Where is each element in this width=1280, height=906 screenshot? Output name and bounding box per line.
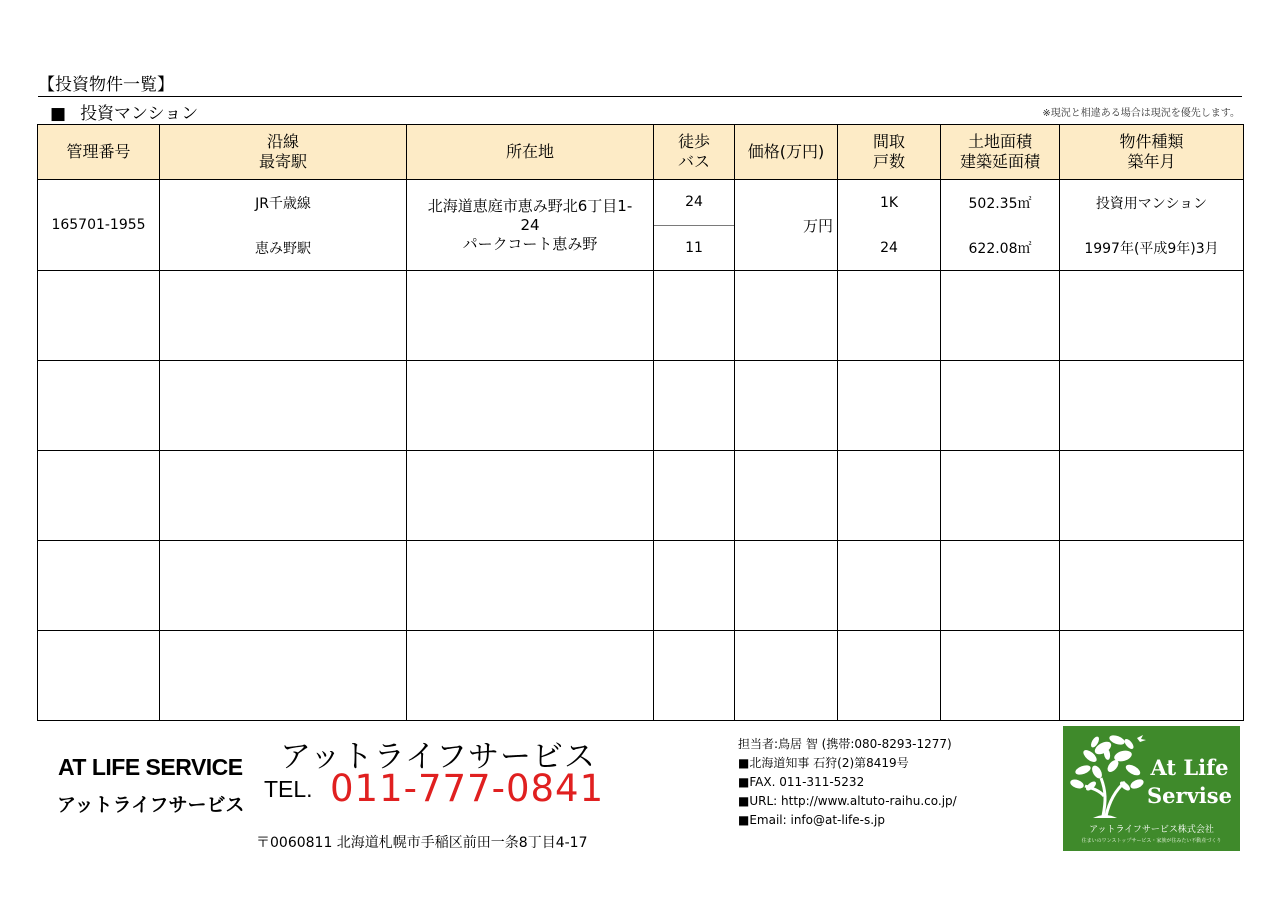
header-location: 所在地 [407, 125, 654, 180]
cell-walk-bus [654, 180, 735, 271]
header-mgmt-number: 管理番号 [38, 125, 160, 180]
property-table [37, 124, 1244, 721]
license-number: ■北海道知事 石狩(2)第8419号 [738, 756, 909, 770]
phone-number[interactable]: 011-777-0841 [330, 767, 605, 810]
cell-mgmt-number: 165701-1955 [38, 180, 160, 271]
built-date: 1997年(平成9年)3月 [1084, 240, 1219, 257]
header-walk-bus: 徒歩 バス [654, 125, 735, 180]
email-link[interactable]: ■Email: info@at-life-s.jp [738, 813, 886, 827]
contact-info [738, 735, 957, 830]
logo-tagline: 住まいのワンストップサービス・家族が住みたい不動産づくり [1081, 838, 1222, 844]
company-logo [1063, 726, 1240, 851]
property-type: 投資用マンション [1095, 195, 1208, 212]
company-address: 〒0060811 北海道札幌市手稲区前田一条8丁目4-17 [256, 835, 588, 851]
tel-label: TEL. [264, 776, 313, 802]
layout-value: 1K [879, 194, 899, 211]
header-layout-units: 間取 戸数 [838, 125, 941, 180]
section-title-text: 投資マンション [80, 104, 199, 124]
company-name: アットライフサービス [280, 739, 596, 775]
logo-name: At Life Servise [1147, 755, 1232, 808]
land-area: 502.35㎡ [968, 195, 1032, 212]
brand-name-english: AT LIFE SERVICE [58, 754, 243, 780]
floor-area: 622.08㎡ [968, 240, 1032, 257]
header-type-built: 物件種類 築年月 [1060, 125, 1244, 180]
header-price: 価格(万円) [735, 125, 838, 180]
table-row-empty [38, 451, 1244, 541]
price-value: 万円 [802, 216, 833, 235]
disclaimer-note: ※現況と相違ある場合は現況を優先します。 [1042, 108, 1240, 119]
table-row-empty [38, 271, 1244, 361]
cell-price [735, 180, 838, 271]
line-name: JR千歳線 [255, 195, 311, 212]
address-line-2: 24 [520, 215, 540, 234]
website-link[interactable]: ■URL: http://www.altuto-raihu.co.jp/ [738, 794, 957, 808]
title-rule [38, 96, 1242, 97]
header-line-station: 沿線 最寄駅 [160, 125, 407, 180]
units-value: 24 [880, 239, 898, 256]
cell-area [941, 180, 1060, 271]
document-title: 【投資物件一覧】 [38, 75, 174, 95]
table-row-empty [38, 631, 1244, 721]
contact-person: 担当者:鳥居 智 (携帯:080-8293-1277) [738, 737, 952, 751]
table-row-empty [38, 361, 1244, 451]
cell-type-built [1060, 180, 1244, 271]
header-area: 土地面積 建築延面積 [941, 125, 1060, 180]
table-row-empty [38, 541, 1244, 631]
cell-location [407, 180, 654, 271]
address-line-1: 北海道恵庭市恵み野北6丁目1- [427, 196, 633, 215]
fax-number: ■FAX. 011-311-5232 [738, 775, 865, 789]
cell-line-station [160, 180, 407, 271]
brand-name-japanese: アットライフサービス [57, 794, 245, 816]
walk-minutes: 24 [654, 180, 734, 226]
logo-company-name: アットライフサービス株式会社 [1089, 825, 1214, 835]
section-title [50, 99, 198, 124]
bus-minutes: 11 [685, 239, 703, 256]
station-name: 恵み野駅 [255, 240, 311, 257]
table-row [38, 180, 1244, 271]
table-header-row [38, 125, 1244, 180]
section-marker: ■ [50, 104, 67, 124]
building-name: パークコート恵み野 [462, 234, 598, 253]
cell-layout-units [838, 180, 941, 271]
